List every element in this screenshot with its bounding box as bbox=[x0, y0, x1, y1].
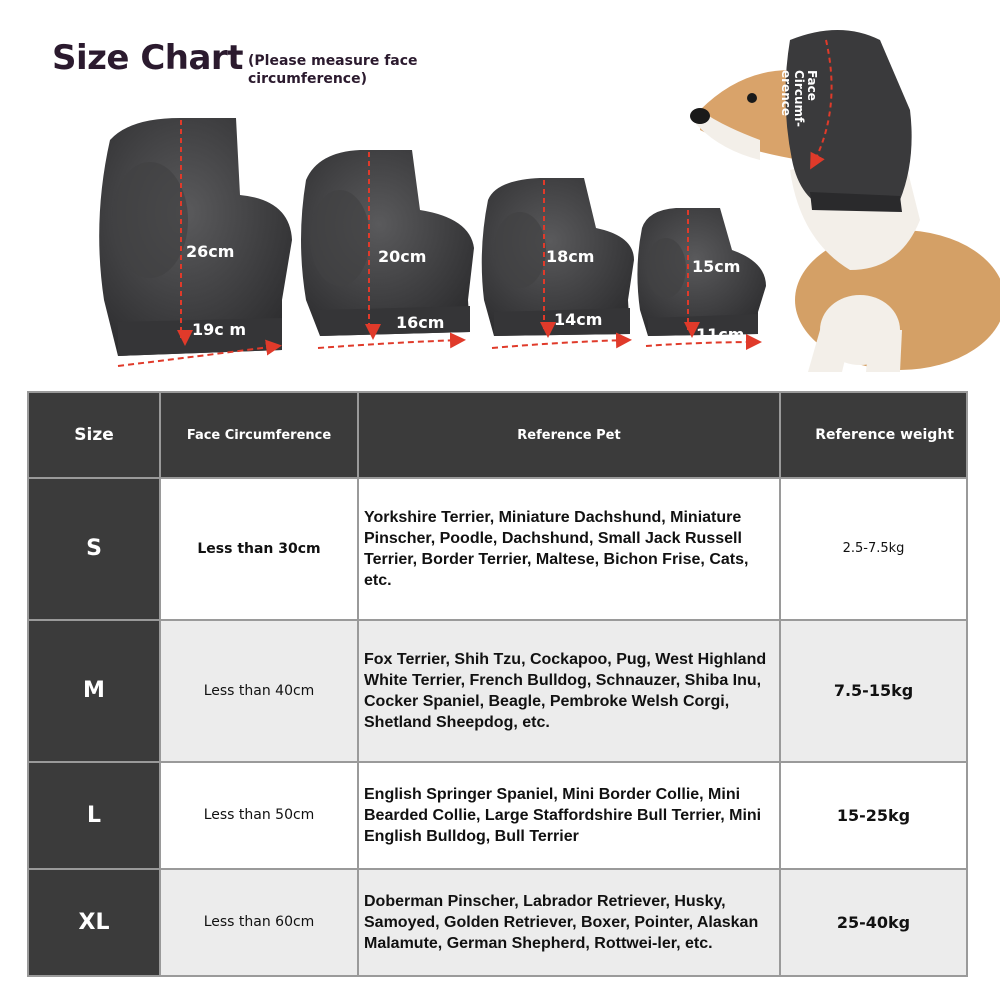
header-size: Size bbox=[28, 392, 160, 478]
face-cell: Less than 60cm bbox=[160, 869, 358, 976]
pet-cell: Fox Terrier, Shih Tzu, Cockapoo, Pug, West Highland White Terrier, French Bulldog, Schnauzer, Shiba Inu, Cocker Spaniel, Beagle, Pembroke Welsh Corgi, Shetland Sheepdog, etc. bbox=[358, 620, 780, 762]
size-cell: M bbox=[28, 620, 160, 762]
size-cell: S bbox=[28, 478, 160, 620]
page-subtitle: (Please measure face circumference) bbox=[248, 53, 418, 87]
hood-xl-height-label: 26cm bbox=[186, 242, 235, 261]
hood-l-height-label: 20cm bbox=[378, 247, 427, 266]
size-cell: XL bbox=[28, 869, 160, 976]
hood-m-height-label: 18cm bbox=[546, 247, 595, 266]
weight-cell: 15-25kg bbox=[780, 762, 967, 869]
weight-cell: 2.5-7.5kg bbox=[780, 478, 967, 620]
pet-cell: English Springer Spaniel, Mini Border Collie, Mini Bearded Collie, Large Staffordshire Bull Terrier, Mini English Bulldog, Bull Terrier bbox=[358, 762, 780, 869]
face-cell: Less than 50cm bbox=[160, 762, 358, 869]
hood-illustrations bbox=[0, 0, 1000, 390]
face-cell: Less than 40cm bbox=[160, 620, 358, 762]
table-row bbox=[28, 869, 967, 976]
hood-m-width-label: 14cm bbox=[554, 310, 603, 329]
table-row bbox=[28, 478, 967, 620]
pet-cell: Yorkshire Terrier, Miniature Dachshund, Miniature Pinscher, Poodle, Dachshund, Small Jack Russell Terrier, Border Terrier, Maltese, Bichon Frise, Cats, etc. bbox=[358, 478, 780, 620]
header-face-circumference: Face Circumference bbox=[160, 392, 358, 478]
face-cell: Less than 30cm bbox=[160, 478, 358, 620]
size-cell: L bbox=[28, 762, 160, 869]
size-table bbox=[27, 391, 968, 977]
face-circumference-label: Face Circumf- erence bbox=[779, 70, 819, 127]
hood-s-width-label: 11cm bbox=[696, 325, 745, 344]
hood-xl-width-label: 19c m bbox=[192, 320, 246, 339]
weight-cell: 25-40kg bbox=[780, 869, 967, 976]
hood-l-width-label: 16cm bbox=[396, 313, 445, 332]
hood-s-height-label: 15cm bbox=[692, 257, 741, 276]
header-reference-weight: Reference weight bbox=[780, 392, 967, 478]
weight-cell: 7.5-15kg bbox=[780, 620, 967, 762]
table-row bbox=[28, 762, 967, 869]
header-reference-pet: Reference Pet bbox=[358, 392, 780, 478]
table-header-row bbox=[28, 392, 967, 478]
table-row bbox=[28, 620, 967, 762]
pet-cell: Doberman Pinscher, Labrador Retriever, Husky, Samoyed, Golden Retriever, Boxer, Pointer, Alaskan Malamute, German Shepherd, Rottwei-ler, etc. bbox=[358, 869, 780, 976]
page-title: Size Chart bbox=[52, 38, 243, 78]
